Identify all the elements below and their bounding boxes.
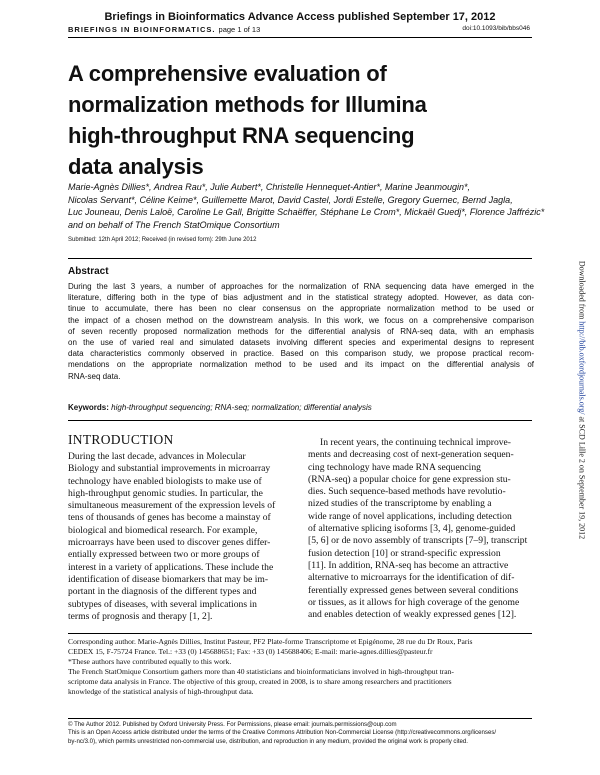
submission-dates: Submitted: 12th April 2012; Received (in revised form): 29th June 2012 xyxy=(68,237,257,243)
body-line: Biology and substantial improvements in microarray xyxy=(68,463,271,475)
body-line: ferentially expressed genes between several conditions xyxy=(308,584,519,596)
doi: doi:10.1093/bib/bbs046 xyxy=(462,25,530,32)
abstract-line: RNA-seq data. xyxy=(68,371,121,381)
author-line: Nicolas Servant*, Céline Keime*, Guillemette Marot, David Castel, Jordi Estelle, Gregory Guernec, Bernd Jagla, xyxy=(68,194,513,205)
title-line: normalization methods for Illumina xyxy=(68,92,427,117)
body-line: alternative to microarrays for the identification of dif- xyxy=(308,572,515,584)
body-line: nized studies of the transcriptome by enabling a xyxy=(308,498,492,510)
body-line: wide range of novel applications, including detection xyxy=(308,510,512,522)
journal-name: BRIEFINGS IN BIOINFORMATICS. xyxy=(68,25,216,34)
body-line: [5, 6] or de novo assembly of transcripts [7–9], transcript xyxy=(308,535,528,547)
copyright-notice xyxy=(68,721,538,746)
abstract-line: the impact of a chosen method on the downstream analysis. In this work, we focus on a comprehensive comparison xyxy=(68,315,534,325)
title-line: A comprehensive evaluation of xyxy=(68,61,387,86)
abstract-heading: Abstract xyxy=(68,266,109,277)
watermark-prefix: Downloaded from xyxy=(577,260,587,320)
body-line: dies. Such sequence-based methods have revolutio- xyxy=(308,486,506,498)
body-line: or tissues, as it allows for high coverage of the genome xyxy=(308,596,520,608)
keywords xyxy=(68,403,372,412)
body-line: simultaneous measurement of the expression levels of xyxy=(68,500,276,512)
abstract-line: tinue to accumulate, there has been no clear consensus on the appropriate normalization method to be used or xyxy=(68,304,534,314)
body-line: interest in a variety of applications. These include the xyxy=(68,561,274,573)
body-line: biological and biomedical research. For example, xyxy=(68,524,258,536)
abstract-line: data characteristics commonly observed in practice. Based on this comparison study, we propose practical recom- xyxy=(68,349,534,359)
footnote-line: Corresponding author. Marie-Agnès Dillies, Institut Pasteur, PF2 Plate-forme Transcriptome et Epigénome, 28 rue du Dr Roux, Paris xyxy=(68,637,473,646)
abstract-line: of seven recently proposed normalization methods for the differential analysis of RNA-seq data, with an emphasis xyxy=(68,326,534,336)
body-line: ments and decreasing cost of next-generation sequen- xyxy=(308,449,514,461)
journal-running-head xyxy=(68,25,260,34)
keywords-text: high-throughput sequencing; RNA-seq; normalization; differential analysis xyxy=(111,403,372,412)
header-rule xyxy=(68,37,532,38)
body-line: of alternative splicing isoforms [3, 4], genome-guided xyxy=(308,523,516,535)
introduction-left-column xyxy=(68,451,296,623)
copyright-line: by-nc/3.0), which permits unrestricted non-commercial use, distribution, and reproduction in any medium, provided the original work is properly cited. xyxy=(68,737,469,745)
watermark-suffix: at SCD Lille 2 on September 19, 2012 xyxy=(577,416,587,540)
body-line: [11]. In addition, RNA-seq has become an attractive xyxy=(308,559,509,571)
copyright-line: This is an Open Access article distributed under the terms of the Creative Commons Attribution Non-Commercial License (http://creativecommons.org/licenses/ xyxy=(68,729,497,737)
footnote-line: CEDEX 15, F-75724 France. Tel.: +33 (0) 145688651; Fax: +33 (0) 145688406; E-mail: marie-agnes.dillies@pasteur.fr xyxy=(68,647,433,657)
abstract-line: mendations on the appropriate normalization method to be used and its impact on the differential analysis of xyxy=(68,360,534,370)
footnote-line: The French StatOmique Consortium gathers more than 40 statisticians and bioinformaticians involved in high-throughput tran- xyxy=(68,667,454,677)
body-line: portant in the diagnosis of the different types and xyxy=(68,586,257,598)
body-line: identification of disease biomarkers that may be im- xyxy=(68,573,269,585)
advance-access-banner: Briefings in Bioinformatics Advance Access published September 17, 2012 xyxy=(104,11,496,23)
footnote-rule xyxy=(68,633,532,634)
introduction-right-column xyxy=(308,437,534,621)
author-line: and on behalf of The French StatOmique Consortium xyxy=(68,219,280,230)
body-line: terms of prognosis and therapy [1, 2]. xyxy=(68,610,213,622)
abstract-line: During the last 3 years, a number of approaches for the normalization of RNA sequencing data have emerged in the xyxy=(68,282,534,291)
copyright-rule xyxy=(68,718,532,719)
abstract-body xyxy=(68,281,534,382)
author-line: Luc Jouneau, Denis Laloë, Caroline Le Gall, Brigitte Schaëffer, Stéphane Le Crom*, Mickaël Guedj*, Florence Jaffrézic* xyxy=(68,207,545,218)
page-number: page 1 of 13 xyxy=(218,25,261,34)
title-line: data analysis xyxy=(68,154,204,179)
body-line: During the last decade, advances in Molecular xyxy=(68,451,246,462)
body-line: high-throughput genomic studies. In particular, the xyxy=(68,487,263,499)
author-list xyxy=(68,181,545,231)
title-line: high-throughput RNA sequencing xyxy=(68,123,415,148)
abstract-line: on the use of varied real and simulated datasets involving different species and experimental designs to represent xyxy=(68,338,534,348)
watermark-link[interactable]: http://bib.oxfordjournals.org/ xyxy=(577,321,587,415)
keywords-rule xyxy=(68,420,532,421)
footnote-line: *These authors have contributed equally to this work. xyxy=(68,657,232,667)
body-line: tens of thousands of genes has become a mainstay of xyxy=(68,512,271,524)
body-line: subtypes of diseases, with several implications in xyxy=(68,598,257,610)
article-title xyxy=(68,58,508,182)
footnotes xyxy=(68,637,534,698)
author-line: Marie-Agnès Dillies*, Andrea Rau*, Julie Aubert*, Christelle Hennequet-Antier*, Marine Jeanmougin*, xyxy=(68,182,471,192)
introduction-heading: INTRODUCTION xyxy=(68,432,174,447)
keywords-label: Keywords: xyxy=(68,403,109,412)
download-watermark xyxy=(578,261,587,539)
body-line: entially expressed between two or more groups of xyxy=(68,549,260,561)
copyright-line: © The Author 2012. Published by Oxford University Press. For Permissions, please email: journals.permissions@oup.com xyxy=(68,721,397,728)
body-line: and enables detection of weakly expressed genes [12]. xyxy=(308,609,517,621)
body-line: cing technology have made RNA sequencing xyxy=(308,461,481,473)
body-line: (RNA-seq) a popular choice for gene expression stu- xyxy=(308,473,511,485)
body-line: technology have enabled biologists to make use of xyxy=(68,475,262,487)
body-line: In recent years, the continuing technical improve- xyxy=(320,437,511,448)
footnote-line: knowledge of the statistical analysis of high-throughput data. xyxy=(68,687,254,697)
footnote-line: scriptome data analysis in France. The objective of this group, created in 2008, is to share among researchers and practitioners xyxy=(68,677,452,687)
body-line: microarrays have been used to discover genes differ- xyxy=(68,537,271,549)
abstract-line: literature, differing both in the type of bias adjustment and in the statistical strategy adopted. However, as data con- xyxy=(68,293,534,303)
body-line: fusion detection [10] or strand-specific expression xyxy=(308,547,501,559)
abstract-rule xyxy=(68,258,532,259)
